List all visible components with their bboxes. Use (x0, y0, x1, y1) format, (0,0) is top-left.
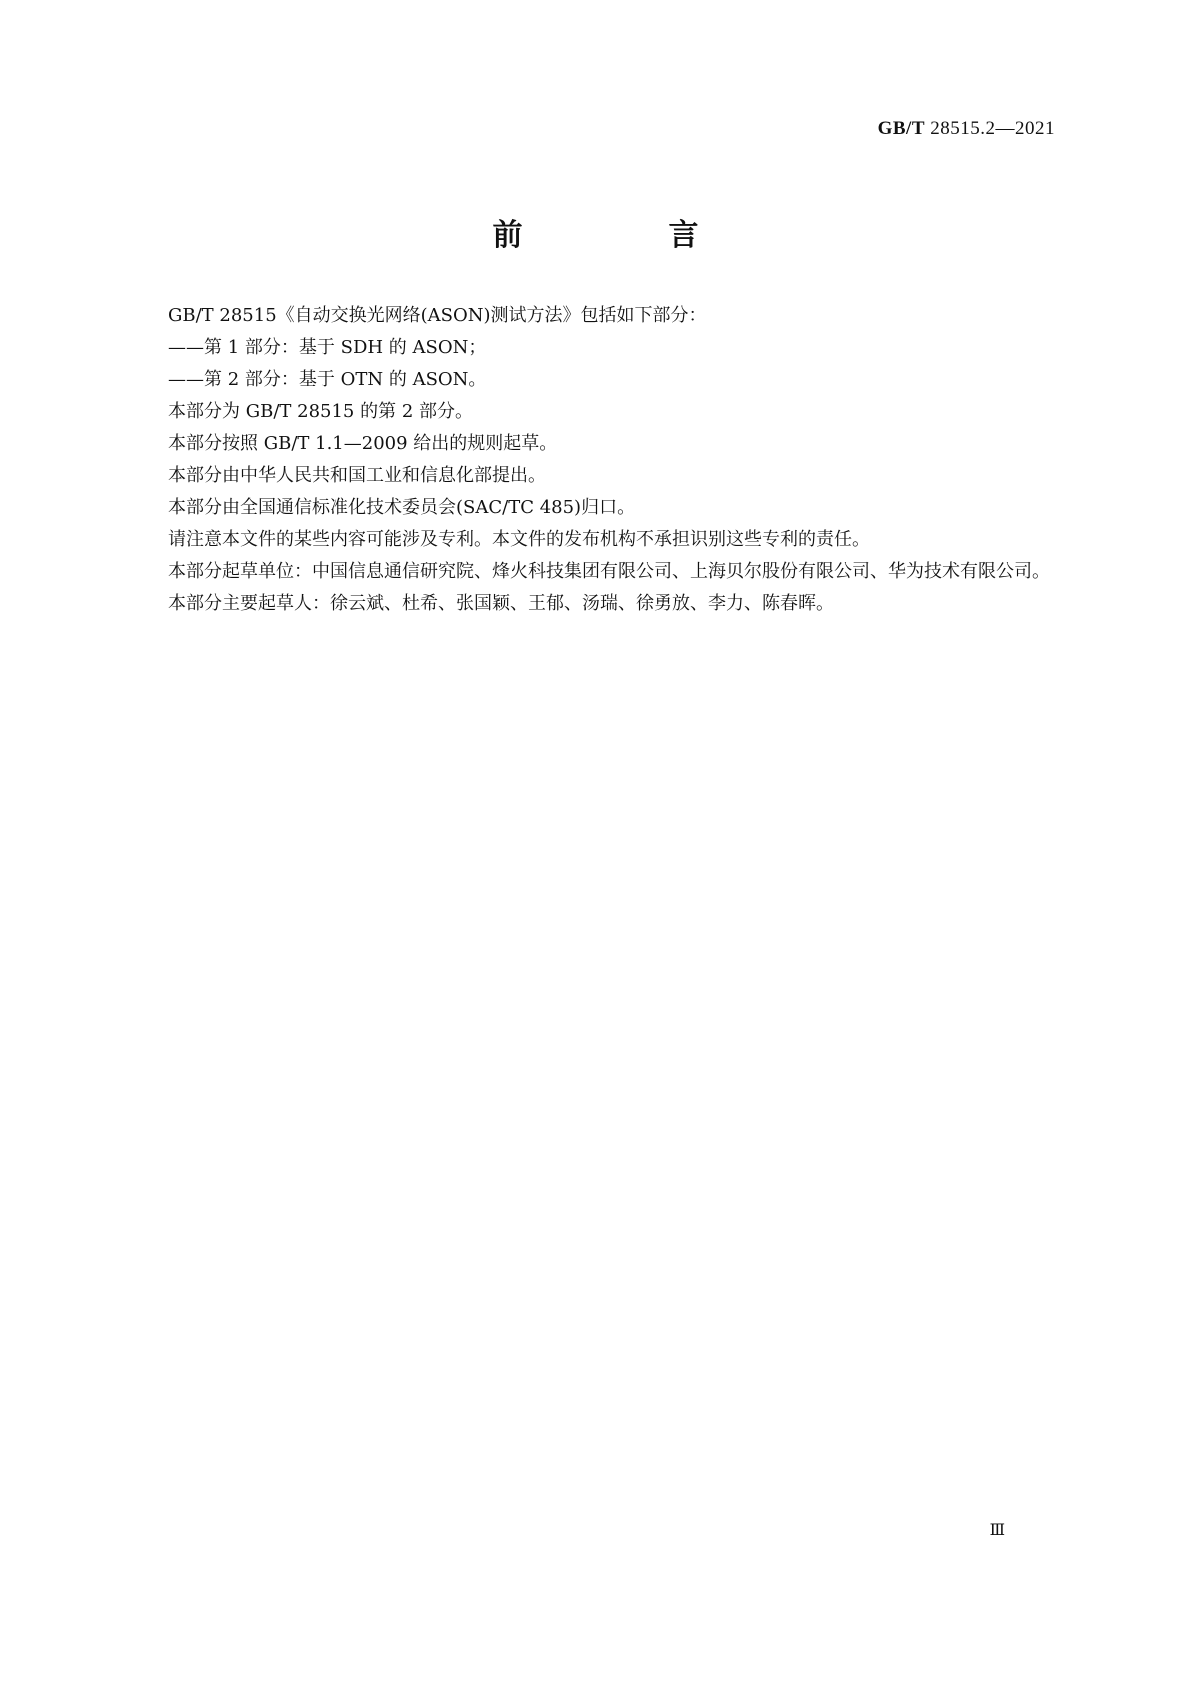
paragraph: 请注意本文件的某些内容可能涉及专利。本文件的发布机构不承担识别这些专利的责任。 (168, 529, 870, 550)
paragraph: 本部分主要起草人：徐云斌、杜希、张国颖、王郁、汤瑞、徐勇放、李力、陈春晖。 (168, 593, 834, 614)
standard-code (878, 118, 1055, 140)
paragraph: 本部分起草单位：中国信息通信研究院、烽火科技集团有限公司、上海贝尔股份有限公司、华为技术有限公司。 (168, 561, 1050, 582)
standard-code-prefix: GB/T (877, 118, 925, 139)
paragraph: 本部分由全国通信标准化技术委员会(SAC/TC 485)归口。 (168, 497, 636, 518)
foreword-body (120, 300, 1070, 620)
paragraph: ——第 1 部分：基于 SDH 的 ASON； (168, 337, 487, 358)
paragraph: 本部分按照 GB/T 1.1—2009 给出的规则起草。 (168, 433, 558, 454)
paragraph: ——第 2 部分：基于 OTN 的 ASON。 (168, 369, 487, 390)
paragraph: 本部分为 GB/T 28515 的第 2 部分。 (168, 401, 473, 422)
standard-code-number: 28515.2—2021 (930, 118, 1055, 139)
page-title: 前 言 (492, 218, 757, 253)
paragraph: GB/T 28515《自动交换光网络(ASON)测试方法》包括如下部分： (168, 305, 707, 326)
page-number: Ⅲ (989, 1522, 1005, 1539)
paragraph: 本部分由中华人民共和国工业和信息化部提出。 (168, 465, 546, 486)
